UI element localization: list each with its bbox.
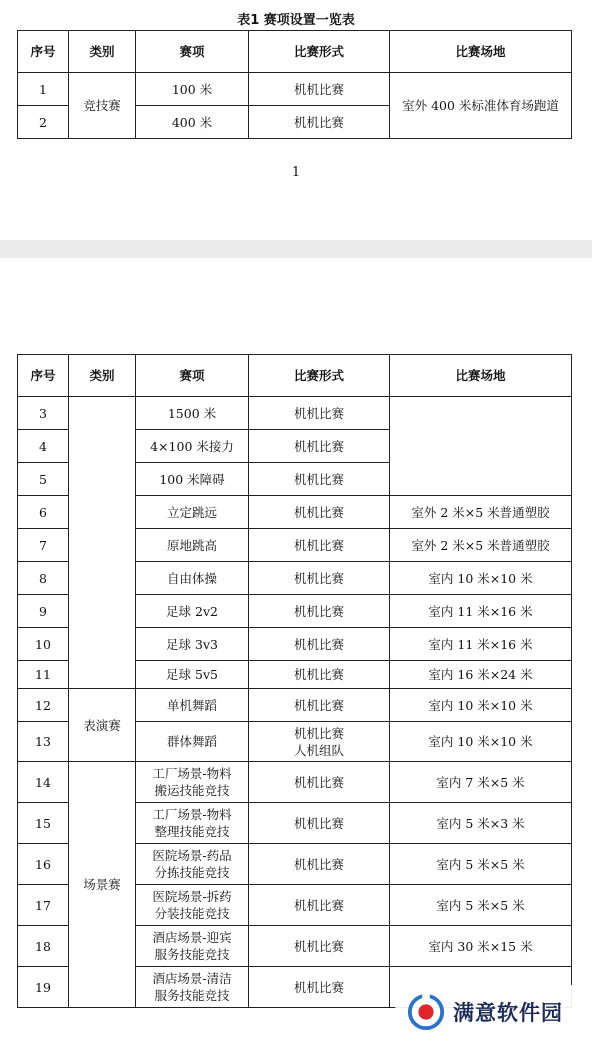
table-header-row: [18, 31, 572, 73]
event-line-1: 工厂场景-物料: [152, 807, 232, 822]
header-event: 赛项: [136, 31, 249, 73]
cell-no: 1: [18, 73, 69, 106]
cell-event: 自由体操: [136, 562, 249, 595]
event-line-1: 医院场景-药品: [152, 848, 232, 863]
cell-no: 12: [18, 689, 69, 722]
cell-no: 11: [18, 661, 69, 689]
header-venue: 比赛场地: [390, 31, 572, 73]
cell-format: 机机比赛: [249, 803, 390, 844]
format-line-1: 机机比赛: [293, 725, 344, 741]
event-table-part-2: [17, 354, 572, 1008]
header-format: 比赛形式: [249, 31, 390, 73]
cell-no: 16: [18, 844, 69, 885]
cell-format: 机机比赛: [249, 967, 390, 1008]
event-line-2: 分装技能竞技: [154, 906, 230, 921]
cell-format: 机机比赛: [249, 595, 390, 628]
cell-format: 机机比赛: [249, 106, 390, 139]
cell-event: [136, 844, 249, 885]
event-table-part-1: [17, 30, 572, 139]
cell-event: [136, 926, 249, 967]
cell-no: 4: [18, 430, 69, 463]
event-line-2: 服务技能竞技: [154, 988, 230, 1003]
cell-no: 14: [18, 762, 69, 803]
cell-venue: 室外 2 米×5 米普通塑胶: [390, 529, 572, 562]
cell-no: 10: [18, 628, 69, 661]
header-no: 序号: [18, 31, 69, 73]
site-logo-icon: [407, 993, 445, 1031]
cell-format: 机机比赛: [249, 562, 390, 595]
page-separator: [0, 240, 592, 258]
watermark: [395, 985, 592, 1038]
cell-format: 机机比赛: [249, 73, 390, 106]
event-line-2: 整理技能竞技: [154, 824, 230, 839]
cell-no: 3: [18, 397, 69, 430]
header-category: 类别: [69, 355, 136, 397]
cell-venue: 室内 11 米×16 米: [390, 595, 572, 628]
cell-format: 机机比赛: [249, 762, 390, 803]
cell-event: 群体舞蹈: [136, 722, 249, 762]
cell-venue: 室内 10 米×10 米: [390, 689, 572, 722]
cell-event: [136, 967, 249, 1008]
cell-format: 机机比赛: [249, 926, 390, 967]
format-line-2: 人机组队: [293, 742, 344, 758]
cell-venue: 室内 7 米×5 米: [390, 762, 572, 803]
cell-event: 足球 5v5: [136, 661, 249, 689]
cell-no: 2: [18, 106, 69, 139]
header-venue: 比赛场地: [390, 355, 572, 397]
table-row: [18, 689, 572, 722]
cell-venue: 室内 5 米×5 米: [390, 885, 572, 926]
event-line-1: 工厂场景-物料: [152, 766, 232, 781]
cell-no: 7: [18, 529, 69, 562]
cell-event: 1500 米: [136, 397, 249, 430]
cell-event: 足球 2v2: [136, 595, 249, 628]
cell-no: 19: [18, 967, 69, 1008]
cell-format: 机机比赛: [249, 529, 390, 562]
cell-venue: 室内 5 米×3 米: [390, 803, 572, 844]
event-line-2: 分拣技能竞技: [154, 865, 230, 880]
cell-event: [136, 885, 249, 926]
cell-venue: 室内 5 米×5 米: [390, 844, 572, 885]
cell-format: 机机比赛: [249, 844, 390, 885]
document-page-1: [0, 0, 592, 240]
header-format: 比赛形式: [249, 355, 390, 397]
cell-no: 6: [18, 496, 69, 529]
cell-venue: 室内 10 米×10 米: [390, 562, 572, 595]
cell-event: 足球 3v3: [136, 628, 249, 661]
cell-no: 5: [18, 463, 69, 496]
cell-format: 机机比赛: [249, 661, 390, 689]
cell-format: 机机比赛: [249, 430, 390, 463]
cell-event: 100 米: [136, 73, 249, 106]
header-no: 序号: [18, 355, 69, 397]
cell-event: 单机舞蹈: [136, 689, 249, 722]
cell-format: 机机比赛: [249, 689, 390, 722]
cell-venue: 室外 400 米标准体育场跑道: [390, 73, 572, 139]
event-line-2: 服务技能竞技: [154, 947, 230, 962]
cell-category-continued: [69, 397, 136, 689]
table-caption: 表1 赛项设置一览表: [237, 13, 355, 28]
cell-venue: 室内 16 米×24 米: [390, 661, 572, 689]
cell-event: [136, 803, 249, 844]
cell-no: 17: [18, 885, 69, 926]
cell-category: 表演赛: [69, 689, 136, 762]
cell-no: 9: [18, 595, 69, 628]
cell-no: 18: [18, 926, 69, 967]
event-line-1: 酒店场景-迎宾: [152, 930, 232, 945]
cell-venue: [390, 397, 572, 496]
cell-category: 竞技赛: [69, 73, 136, 139]
cell-format: [249, 722, 390, 762]
cell-venue: 室内 11 米×16 米: [390, 628, 572, 661]
page-number: 1: [291, 165, 301, 180]
cell-event: [136, 762, 249, 803]
cell-format: 机机比赛: [249, 496, 390, 529]
document-page-2: [0, 258, 592, 1038]
event-line-2: 搬运技能竞技: [154, 783, 230, 798]
cell-event: 原地跳高: [136, 529, 249, 562]
cell-event: 4×100 米接力: [136, 430, 249, 463]
cell-format: 机机比赛: [249, 463, 390, 496]
header-event: 赛项: [136, 355, 249, 397]
cell-event: 100 米障碍: [136, 463, 249, 496]
cell-no: 13: [18, 722, 69, 762]
table-row: [18, 762, 572, 803]
event-line-1: 医院场景-拆药: [152, 889, 232, 904]
cell-event: 立定跳远: [136, 496, 249, 529]
table-row: [18, 73, 572, 106]
cell-venue: 室内 30 米×15 米: [390, 926, 572, 967]
cell-format: 机机比赛: [249, 397, 390, 430]
watermark-text: 满意软件园: [453, 1000, 563, 1025]
table-row: [18, 397, 572, 430]
cell-format: 机机比赛: [249, 628, 390, 661]
table-header-row: [18, 355, 572, 397]
cell-no: 8: [18, 562, 69, 595]
cell-event: 400 米: [136, 106, 249, 139]
cell-venue: 室外 2 米×5 米普通塑胶: [390, 496, 572, 529]
cell-venue: 室内 10 米×10 米: [390, 722, 572, 762]
header-category: 类别: [69, 31, 136, 73]
cell-category: 场景赛: [69, 762, 136, 1008]
cell-format: 机机比赛: [249, 885, 390, 926]
cell-no: 15: [18, 803, 69, 844]
event-line-1: 酒店场景-清洁: [152, 971, 232, 986]
